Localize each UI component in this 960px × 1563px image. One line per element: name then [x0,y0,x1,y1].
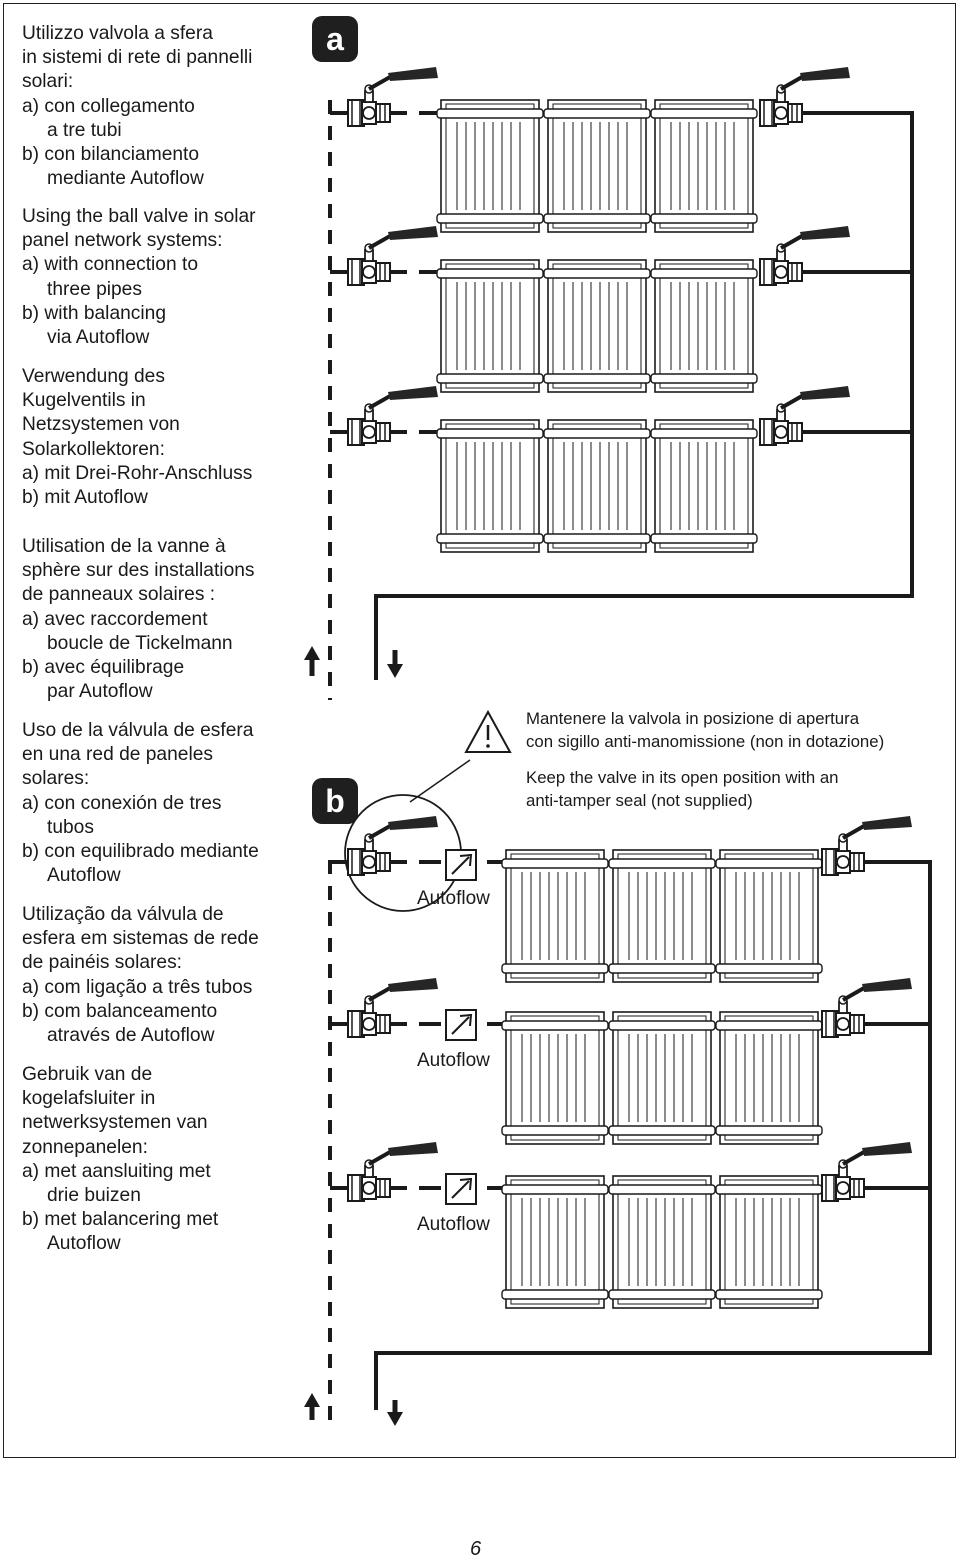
solar-panel [716,1176,822,1308]
line: in sistemi di rete di pannelli [22,47,253,69]
arrow-up-icon [304,1393,320,1420]
line: panel network systems: [22,230,223,252]
line: b) con equilibrado mediante [22,841,259,863]
autoflow-icon [446,1174,476,1204]
line: a) mit Drei-Rohr-Anschluss [22,462,253,484]
line: Utilisation de la vanne à [22,536,226,557]
line: Gebruik van de [22,1064,153,1085]
solar-panel [716,850,822,982]
autoflow-icon [446,1010,476,1040]
line: b) com balanceamento [22,1000,218,1022]
solar-panel [609,1176,715,1308]
ball-valve-icon [760,386,850,445]
line: anti-tamper seal (not supplied) [526,791,753,810]
line: b) mit Autoflow [22,487,148,509]
line: solari: [22,71,74,93]
solar-panel [437,420,543,552]
line: boucle de Tickelmann [47,632,233,654]
diagram-b-label: b [325,783,345,819]
line: mediante Autoflow [47,168,204,190]
line: Netzsystemen von [22,414,180,436]
solar-panel [502,1012,608,1144]
line: Kugelventils in [22,390,146,412]
ball-valve-icon [348,67,438,126]
ball-valve-icon [348,386,438,445]
ball-valve-icon [822,816,912,875]
diagram-b [304,778,930,1426]
ball-valve-icon [760,67,850,126]
diagram-a-label: a [326,21,344,57]
line: a) con collegamento [22,95,195,117]
line: a) with connection to [22,254,198,276]
ball-valve-icon [348,1142,438,1201]
solar-panel [651,420,757,552]
line: a) avec raccordement [22,608,208,630]
arrow-up-icon [304,646,320,676]
line: tubos [47,816,94,838]
line: b) with balancing [22,302,166,324]
line: a tre tubi [47,119,122,141]
line: Mantenere la valvola in posizione di apertura [526,709,860,728]
solar-panel [544,100,650,232]
line: Verwendung des [22,366,165,387]
line: par Autoflow [47,681,153,703]
line: através de Autoflow [47,1025,215,1047]
line: Using the ball valve in solar [22,206,256,227]
autoflow-label: Autoflow [417,888,490,909]
ball-valve-icon [348,978,438,1037]
line: Uso de la válvula de esfera [22,720,254,741]
line: de painéis solares: [22,952,182,974]
warning-triangle-icon [466,712,510,752]
line: zonnepanelen: [22,1136,148,1158]
solar-panel [651,260,757,392]
diagram-a [304,16,912,700]
line: sphère sur des installations [22,560,255,582]
line: solares: [22,768,90,790]
solar-panel [502,1176,608,1308]
autoflow-icon [446,850,476,880]
solar-panel [437,260,543,392]
line: a) met aansluiting met [22,1160,211,1182]
ball-valve-icon [760,226,850,285]
line: de panneaux solaires : [22,584,216,606]
line: Autoflow [47,865,121,887]
ball-valve-icon [348,226,438,285]
callout-line [410,760,470,802]
solar-panel [544,260,650,392]
line: Keep the valve in its open position with an [526,768,839,787]
solar-panel [609,850,715,982]
solar-panel [544,420,650,552]
line: kogelafsluiter in [22,1088,156,1110]
solar-panel [502,850,608,982]
autoflow-label: Autoflow [417,1050,490,1071]
ball-valve-icon [822,1142,912,1201]
autoflow-label: Autoflow [417,1214,490,1235]
line: Utilização da válvula de [22,904,224,925]
line: b) avec équilibrage [22,657,185,679]
solar-panel [651,100,757,232]
ball-valve-icon [348,816,438,875]
line: Autoflow [47,1233,121,1255]
line: three pipes [47,278,142,300]
line: Solarkollektoren: [22,438,165,460]
line: drie buizen [47,1185,141,1207]
arrow-down-icon [387,1400,403,1426]
page-number: 6 [470,1538,482,1560]
line: a) con conexión de tres [22,792,222,814]
line: via Autoflow [47,327,150,349]
line: netwerksystemen van [22,1112,208,1134]
line: con sigillo anti-manomissione (non in dotazione) [526,732,885,751]
line: esfera em sistemas de rede [22,928,259,950]
solar-panel [609,1012,715,1144]
solar-panel [716,1012,822,1144]
line: b) met balancering met [22,1209,219,1231]
line: Utilizzo valvola a sfera [22,23,213,44]
solar-panel [437,100,543,232]
arrow-down-icon [387,650,403,678]
line: a) com ligação a três tubos [22,976,253,998]
line: b) con bilanciamento [22,144,200,166]
ball-valve-icon [822,978,912,1037]
line: en una red de paneles [22,744,213,766]
